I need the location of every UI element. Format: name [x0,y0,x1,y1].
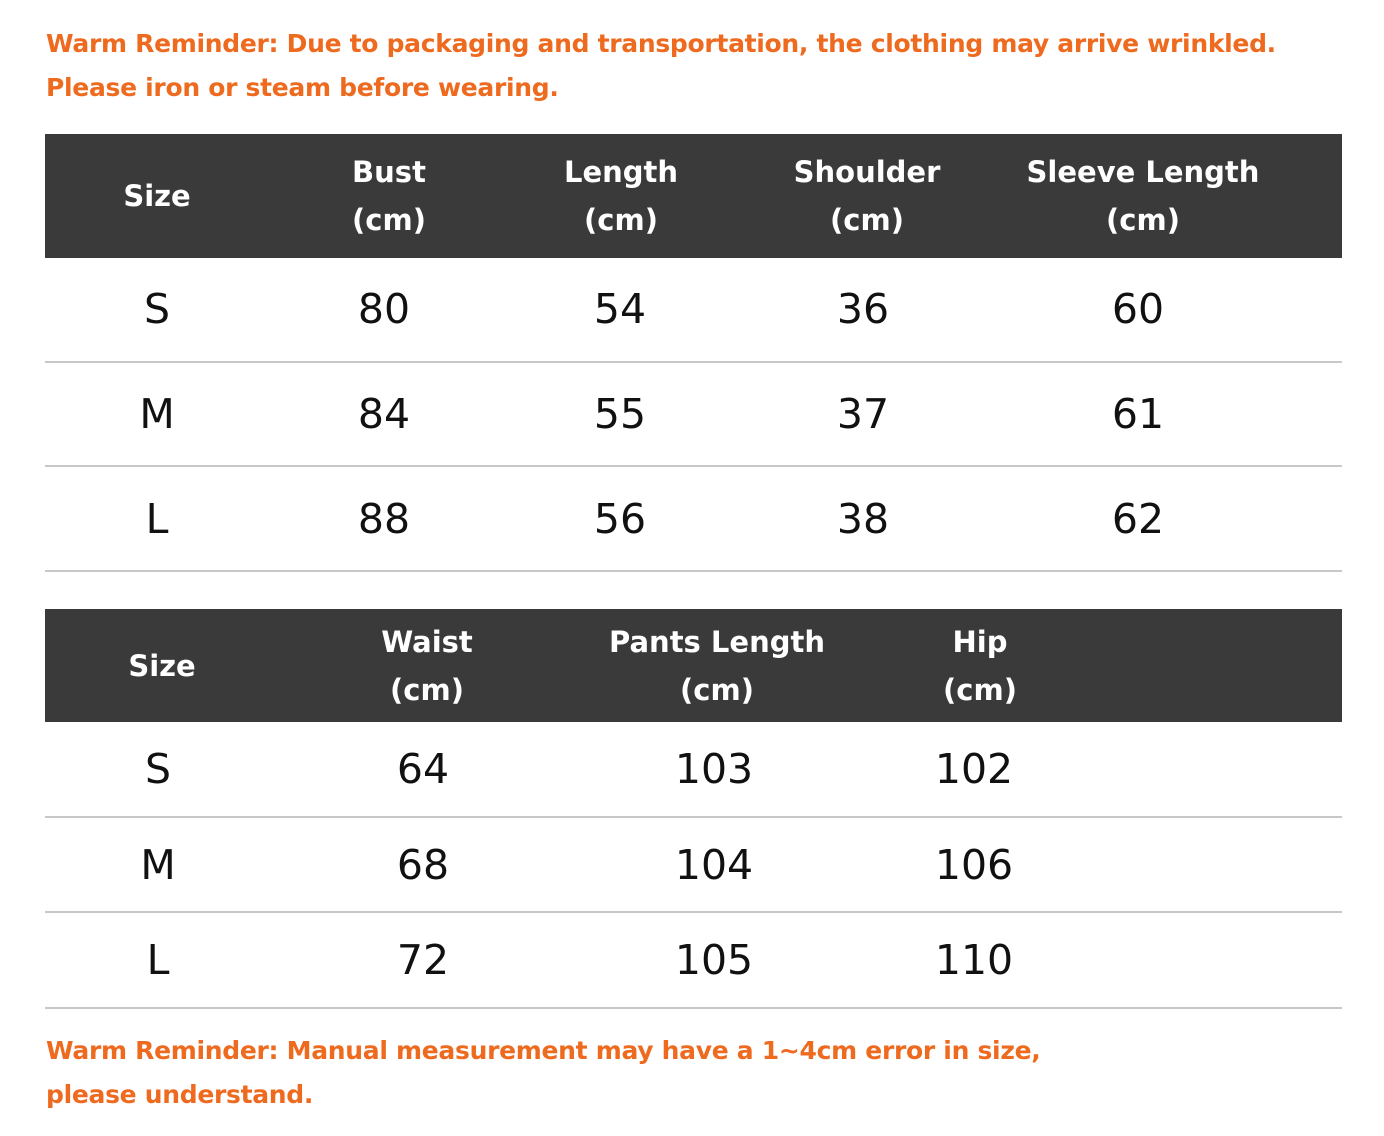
waist-cell: 64 [396,744,450,793]
bottom-size-table-header [45,609,1342,722]
wrinkle-reminder-line-1: Warm Reminder: Due to packaging and transportation, the clothing may arrive wrinkled. [46,29,1276,58]
header-hip-unit: (cm) [943,672,1017,707]
waist-cell: 68 [396,840,450,889]
size-cell: M [140,840,176,889]
length-cell: 56 [593,494,647,543]
header-sleeve-length-label: Sleeve Length [1026,155,1260,189]
table-row [45,363,1342,468]
header-length-label: Length [563,155,679,189]
header-waist-unit: (cm) [390,672,464,707]
header-hip-label: Hip [952,624,1008,659]
header-size-label: Size [128,648,196,683]
header-size [123,134,190,258]
header-length [564,134,678,258]
shoulder-cell: 36 [836,285,890,334]
pants-length-cell: 103 [674,744,754,793]
header-sleeve-length [1027,134,1260,258]
hip-cell: 106 [934,840,1014,889]
size-cell: L [146,936,170,985]
header-waist-label: Waist [381,624,473,659]
waist-cell: 72 [396,936,450,985]
size-cell: S [144,744,172,793]
header-shoulder-unit: (cm) [830,203,904,237]
header-shoulder-label: Shoulder [793,155,941,189]
measurement-reminder-line-2: please understand. [46,1080,314,1109]
header-pants-length-label: Pants Length [609,624,825,659]
sleeve-length-cell: 61 [1111,390,1165,439]
pants-length-cell: 104 [674,840,754,889]
table-row [45,258,1342,363]
header-size [128,609,195,722]
header-length-unit: (cm) [584,203,658,237]
length-cell: 55 [593,390,647,439]
sleeve-length-cell: 62 [1111,494,1165,543]
wrinkle-reminder-line-2: Please iron or steam before wearing. [46,73,559,102]
table-row [45,467,1342,572]
header-bust-label: Bust [352,155,426,189]
wrinkle-reminder [46,22,1276,110]
sleeve-length-cell: 60 [1111,285,1165,334]
table-row [45,722,1342,818]
bottom-size-table [45,609,1342,1009]
header-waist [381,609,473,722]
header-shoulder [794,134,941,258]
top-size-table-header [45,134,1342,258]
header-bust [352,134,426,258]
bust-cell: 88 [357,494,411,543]
hip-cell: 102 [934,744,1014,793]
pants-length-cell: 105 [674,936,754,985]
top-size-table [45,134,1342,572]
bust-cell: 80 [357,285,411,334]
header-size-label: Size [123,179,191,213]
header-hip [943,609,1017,722]
size-cell: M [139,390,175,439]
header-pants-length-unit: (cm) [680,672,754,707]
size-cell: S [143,285,171,334]
bust-cell: 84 [357,390,411,439]
header-bust-unit: (cm) [352,203,426,237]
size-cell: L [145,494,169,543]
table-row [45,913,1342,1009]
header-sleeve-length-unit: (cm) [1106,203,1180,237]
hip-cell: 110 [934,936,1014,985]
measurement-reminder [46,1029,1040,1117]
header-pants-length [609,609,825,722]
shoulder-cell: 38 [836,494,890,543]
table-row [45,818,1342,914]
length-cell: 54 [593,285,647,334]
shoulder-cell: 37 [836,390,890,439]
measurement-reminder-line-1: Warm Reminder: Manual measurement may have a 1~4cm error in size, [46,1036,1041,1065]
